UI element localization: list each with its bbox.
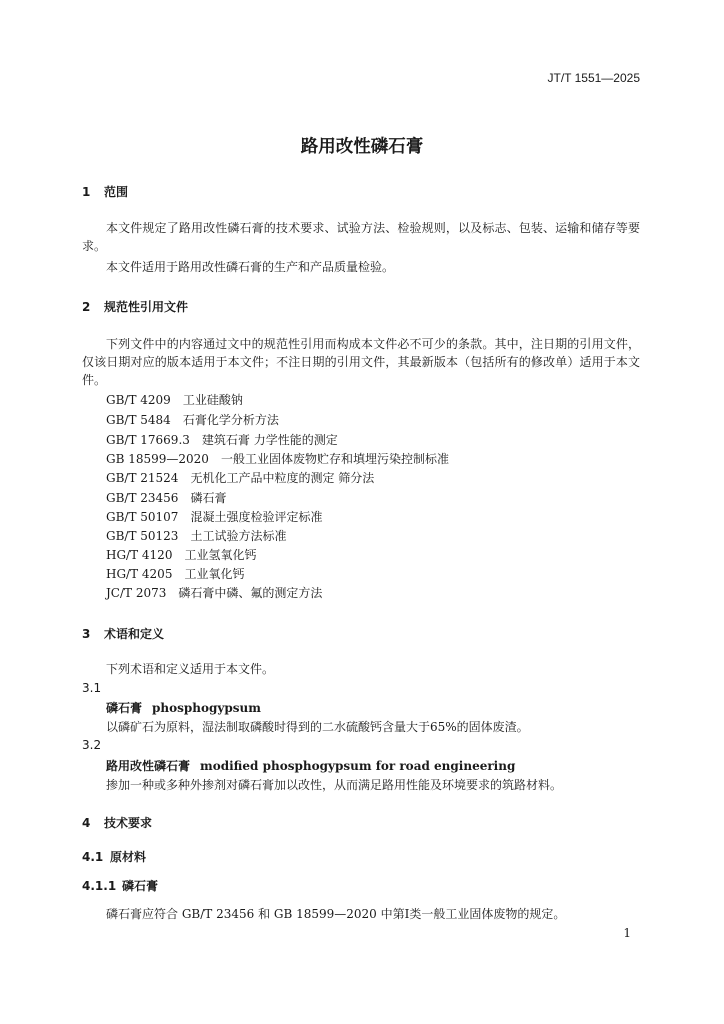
section-2-intro: 下列文件中的内容通过文中的规范性引用而构成本文件必不可少的条款。其中，注日期的引用文件，仅该日期对应的版本适用于本文件；不注日期的引用文件，其最新版本（包括所有的修改单）适用于本文件。 bbox=[82, 337, 640, 387]
term-number: 3.2 bbox=[82, 738, 102, 752]
term-chinese: 磷石膏 bbox=[106, 701, 143, 715]
page-number: 1 bbox=[623, 926, 631, 940]
reference-code: GB/T 17669.3 bbox=[106, 433, 190, 447]
reference-name: 建筑石膏 力学性能的测定 bbox=[201, 433, 338, 447]
section-3-intro: 下列术语和定义适用于本文件。 bbox=[106, 662, 275, 676]
standard-code: JT/T 1551—2025 bbox=[547, 71, 640, 85]
section-number: 3 bbox=[82, 627, 91, 641]
reference-name: 混凝土强度检验评定标准 bbox=[190, 510, 323, 524]
section-number: 2 bbox=[82, 300, 91, 314]
reference-name: 工业氧化钙 bbox=[184, 567, 245, 581]
section-title: 术语和定义 bbox=[104, 627, 165, 641]
section-title: 规范性引用文件 bbox=[104, 300, 189, 314]
subsection-4-1-1-heading bbox=[82, 877, 158, 894]
reference-item bbox=[106, 508, 322, 526]
reference-name: 石膏化学分析方法 bbox=[182, 413, 279, 427]
term-heading bbox=[106, 699, 261, 717]
term-english: modified phosphogypsum for road engineering bbox=[200, 759, 516, 773]
section-number: 4.1 bbox=[82, 850, 104, 864]
reference-code: GB/T 50107 bbox=[106, 510, 179, 524]
reference-item bbox=[106, 391, 243, 409]
reference-code: GB/T 5484 bbox=[106, 413, 171, 427]
reference-item bbox=[106, 450, 449, 468]
reference-name: 土工试验方法标准 bbox=[190, 529, 287, 543]
term-chinese: 路用改性磷石膏 bbox=[106, 759, 191, 773]
section-title: 技术要求 bbox=[104, 816, 153, 830]
section-number: 1 bbox=[82, 185, 91, 199]
section-title: 范围 bbox=[104, 185, 129, 199]
reference-item bbox=[106, 546, 256, 564]
section-1-heading bbox=[82, 183, 128, 200]
section-1-paragraph-1: 本文件规定了路用改性磷石膏的技术要求、试验方法、检验规则，以及标志、包装、运输和储存等要求。 bbox=[82, 221, 640, 253]
reference-item bbox=[106, 565, 244, 583]
term-definition: 以磷矿石为原料，湿法制取磷酸时得到的二水硫酸钙含量大于65%的固体废渣。 bbox=[106, 720, 529, 734]
document-title: 路用改性磷石膏 bbox=[300, 137, 424, 157]
reference-code: GB/T 21524 bbox=[106, 471, 179, 485]
term-number: 3.1 bbox=[82, 681, 102, 695]
reference-code: GB/T 23456 bbox=[106, 491, 179, 505]
section-number: 4.1.1 bbox=[82, 879, 117, 893]
term-definition: 掺加一种或多种外掺剂对磷石膏加以改性，从而满足路用性能及环境要求的筑路材料。 bbox=[106, 778, 563, 792]
reference-item bbox=[106, 489, 226, 507]
section-title: 原材料 bbox=[110, 850, 147, 864]
reference-item bbox=[106, 527, 286, 545]
section-1-paragraph-2: 本文件适用于路用改性磷石膏的生产和产品质量检验。 bbox=[106, 260, 395, 274]
section-4-heading bbox=[82, 814, 152, 831]
section-3-heading bbox=[82, 625, 164, 642]
reference-name: 磷石膏中磷、氟的测定方法 bbox=[178, 586, 323, 600]
reference-item bbox=[106, 411, 279, 429]
reference-name: 一般工业固体废物贮存和填埋污染控制标准 bbox=[220, 452, 449, 466]
reference-code: GB/T 50123 bbox=[106, 529, 179, 543]
reference-name: 无机化工产品中粒度的测定 筛分法 bbox=[190, 471, 375, 485]
reference-name: 工业硅酸钠 bbox=[182, 393, 243, 407]
reference-code: JC/T 2073 bbox=[106, 586, 167, 600]
reference-code: GB/T 4209 bbox=[106, 393, 171, 407]
section-title: 磷石膏 bbox=[122, 879, 159, 893]
term-english: phosphogypsum bbox=[152, 701, 261, 715]
section-number: 4 bbox=[82, 816, 91, 830]
reference-code: GB 18599—2020 bbox=[106, 452, 209, 466]
reference-item bbox=[106, 469, 374, 487]
term-heading bbox=[106, 757, 515, 775]
reference-code: HG/T 4205 bbox=[106, 567, 173, 581]
section-2-heading bbox=[82, 298, 188, 315]
reference-code: HG/T 4120 bbox=[106, 548, 173, 562]
subsection-4-1-1-text: 磷石膏应符合 GB/T 23456 和 GB 18599—2020 中第Ⅰ类一般工业固体废物的规定。 bbox=[106, 907, 566, 921]
subsection-4-1-heading bbox=[82, 848, 146, 865]
reference-item bbox=[106, 584, 322, 602]
reference-item bbox=[106, 431, 338, 449]
reference-name: 工业氢氧化钙 bbox=[184, 548, 257, 562]
reference-name: 磷石膏 bbox=[190, 491, 227, 505]
